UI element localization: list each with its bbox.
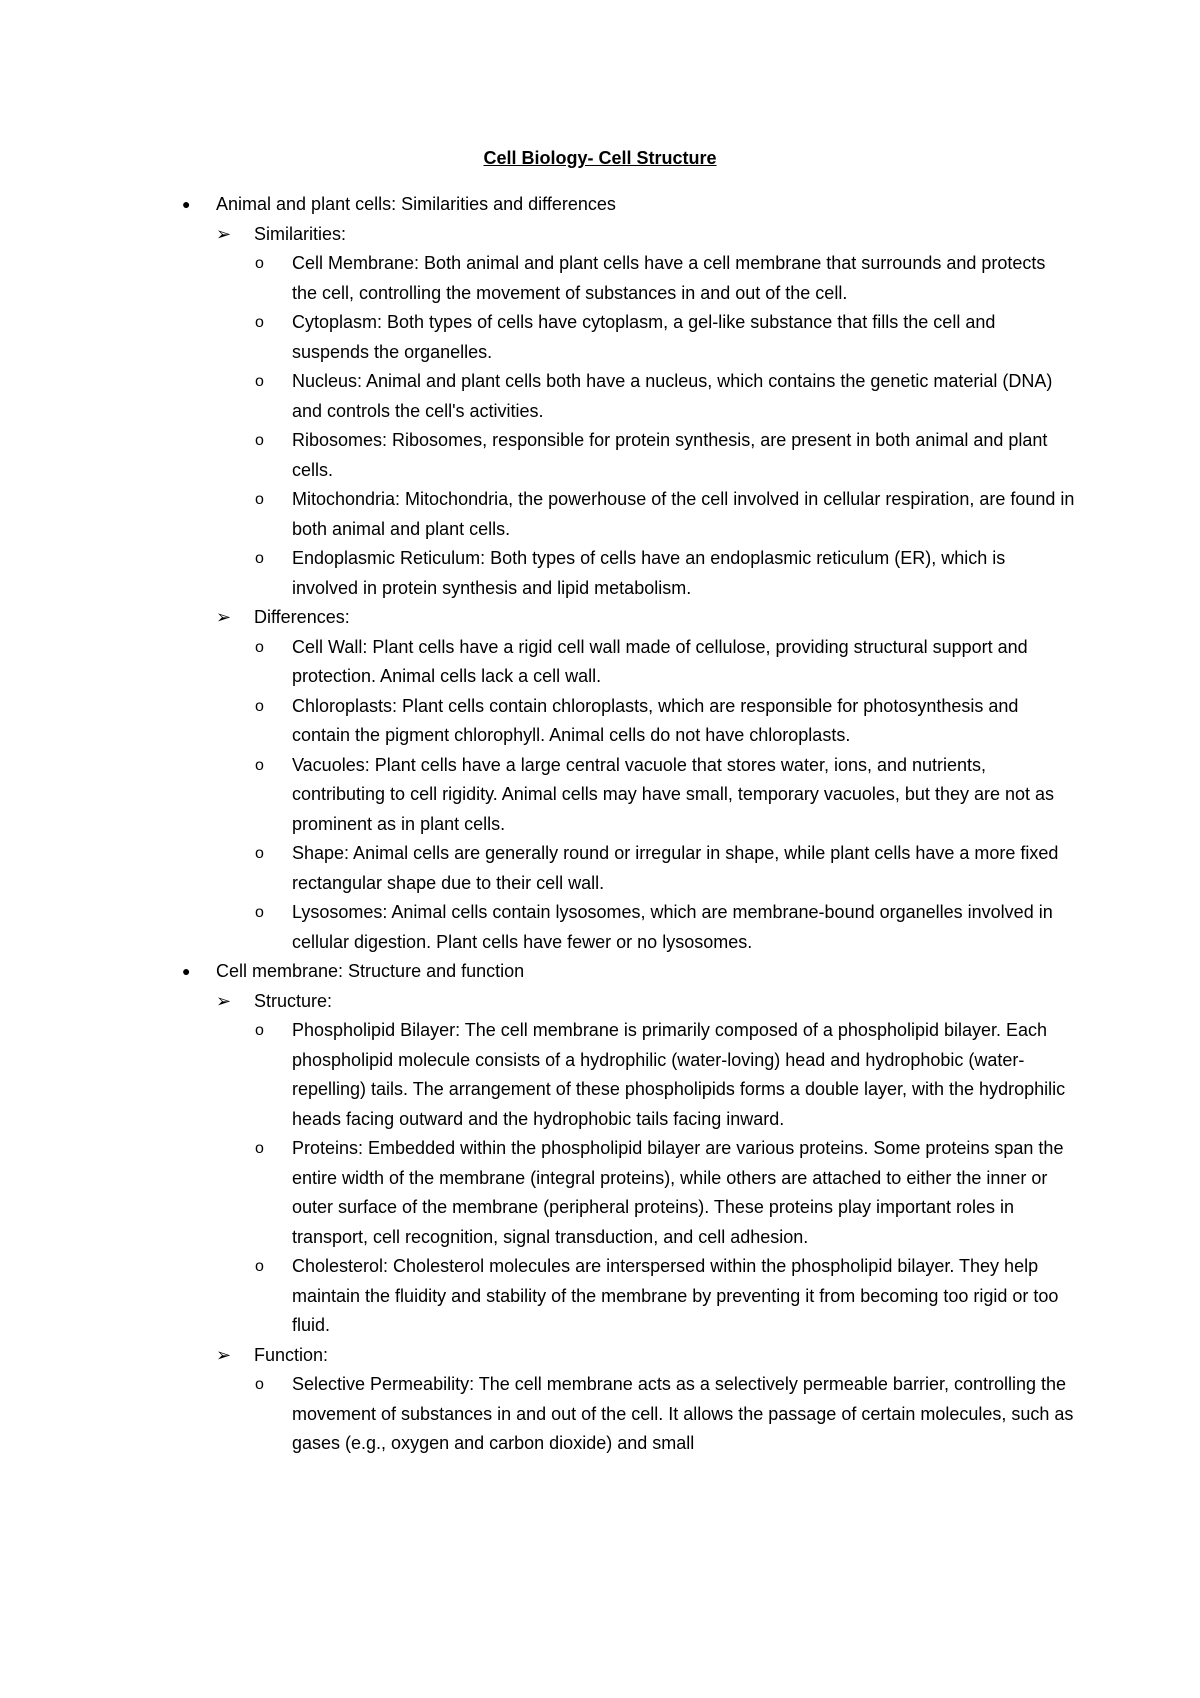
- circle-bullet-icon: o: [255, 845, 264, 862]
- list-item-text: Vacuoles: Plant cells have a large central vacuole that stores water, ions, and nutrients, contributing to cell rigidity. Animal cells may have small, temporary vacuoles, but they are not as prominent as in plant cells.: [292, 754, 1055, 834]
- list-item: [0, 426, 1200, 485]
- list-item: [0, 308, 1200, 367]
- list-item: [0, 898, 1200, 957]
- circle-bullet-icon: o: [255, 756, 264, 774]
- list-item-text: Proteins: Embedded within the phospholipid bilayer are various proteins. Some proteins span the entire width of the membrane (integral proteins), while others are attached to either the inner or outer surface of the membrane (peripheral proteins). These proteins play important roles in transport, cell recognition, signal transduction, and cell adhesion.: [292, 1138, 1064, 1247]
- list-item-text: Ribosomes: Ribosomes, responsible for protein synthesis, are present in both animal and plant cells.: [292, 430, 1048, 480]
- list-item-text: Shape: Animal cells are generally round or irregular in shape, while plant cells have a more fixed rectangular shape due to their cell wall.: [292, 843, 1059, 893]
- list-item: [0, 751, 1200, 840]
- group-heading-text: Structure:: [254, 990, 333, 1011]
- list-item: [0, 367, 1200, 426]
- list-item: [0, 1134, 1200, 1252]
- group-heading: [0, 220, 1200, 250]
- group-heading: [0, 1341, 1200, 1371]
- circle-bullet-icon: o: [255, 432, 264, 449]
- list-item: [0, 839, 1200, 898]
- list-item-text: Cholesterol: Cholesterol molecules are interspersed within the phospholipid bilayer. They help maintain the fluidity and stability of the membrane by preventing it from becoming too rigid or too fluid.: [292, 1256, 1059, 1335]
- circle-bullet-icon: o: [255, 550, 264, 567]
- circle-bullet-icon: o: [255, 638, 264, 656]
- list-item: [0, 1370, 1200, 1459]
- group-heading-text: Differences:: [254, 607, 350, 627]
- list-item-text: Chloroplasts: Plant cells contain chloroplasts, which are responsible for photosynthesis and contain the pigment chlorophyll. Animal cells do not have chloroplasts.: [292, 695, 1019, 745]
- section-heading: [0, 957, 1200, 987]
- circle-bullet-icon: o: [255, 1258, 264, 1275]
- arrow-bullet-icon: ➢: [216, 1344, 232, 1365]
- section-heading: [0, 190, 1200, 220]
- list-item: [0, 485, 1200, 544]
- circle-bullet-icon: o: [255, 1140, 264, 1157]
- list-item-text: Endoplasmic Reticulum: Both types of cells have an endoplasmic reticulum (ER), which is involved in protein synthesis and lipid metabolism.: [292, 548, 1006, 598]
- list-item-text: Selective Permeability: The cell membrane acts as a selectively permeable barrier, controlling the movement of substances in and out of the cell. It allows the passage of certain molecules, such as gases (e.g., oxygen and carbon dioxide) and small: [292, 1374, 1074, 1453]
- section-heading-text: Cell membrane: Structure and function: [216, 961, 525, 981]
- document-title: Cell Biology- Cell Structure: [483, 148, 717, 168]
- list-item: [0, 1016, 1200, 1134]
- circle-bullet-icon: o: [255, 1376, 264, 1393]
- arrow-bullet-icon: ➢: [216, 607, 232, 627]
- list-item-text: Cell Membrane: Both animal and plant cells have a cell membrane that surrounds and protects the cell, controlling the movement of substances in and out of the cell.: [292, 253, 1046, 303]
- list-item: [0, 544, 1200, 603]
- section-heading-text: Animal and plant cells: Similarities and differences: [216, 194, 616, 214]
- group-heading: [0, 987, 1200, 1017]
- list-item-text: Mitochondria: Mitochondria, the powerhouse of the cell involved in cellular respiration, are found in both animal and plant cells.: [292, 489, 1075, 539]
- list-item: [0, 1252, 1200, 1341]
- list-item: [0, 249, 1200, 308]
- document-body: [0, 190, 1200, 1459]
- group-heading-text: Similarities:: [254, 223, 347, 244]
- circle-bullet-icon: o: [255, 373, 264, 390]
- bullet-icon: ●: [182, 963, 191, 979]
- arrow-bullet-icon: ➢: [216, 223, 232, 244]
- bullet-icon: ●: [182, 196, 191, 212]
- list-item-text: Cytoplasm: Both types of cells have cytoplasm, a gel-like substance that fills the cell and suspends the organelles.: [292, 312, 996, 362]
- circle-bullet-icon: o: [255, 904, 264, 921]
- circle-bullet-icon: o: [255, 255, 264, 272]
- circle-bullet-icon: o: [255, 491, 264, 508]
- list-item: [0, 692, 1200, 751]
- group-heading: [0, 603, 1200, 633]
- list-item-text: Lysosomes: Animal cells contain lysosomes, which are membrane-bound organelles involved in cellular digestion. Plant cells have fewer or no lysosomes.: [292, 902, 1053, 952]
- circle-bullet-icon: o: [255, 1022, 264, 1039]
- arrow-bullet-icon: ➢: [216, 990, 232, 1011]
- circle-bullet-icon: o: [255, 697, 264, 715]
- circle-bullet-icon: o: [255, 314, 264, 331]
- group-heading-text: Function:: [254, 1344, 329, 1365]
- list-item-text: Phospholipid Bilayer: The cell membrane is primarily composed of a phospholipid bilayer. Each phospholipid molecule consists of a hydrophilic (water-loving) head and hydrophobic (water-repelling) tails. The arrangement of these phospholipids forms a double layer, with the hydrophilic heads facing outward and the hydrophobic tails facing inward.: [292, 1020, 1066, 1129]
- list-item-text: Cell Wall: Plant cells have a rigid cell wall made of cellulose, providing structural support and protection. Animal cells lack a cell wall.: [292, 636, 1028, 686]
- list-item-text: Nucleus: Animal and plant cells both have a nucleus, which contains the genetic material (DNA) and controls the cell's activities.: [292, 371, 1053, 421]
- list-item: [0, 633, 1200, 692]
